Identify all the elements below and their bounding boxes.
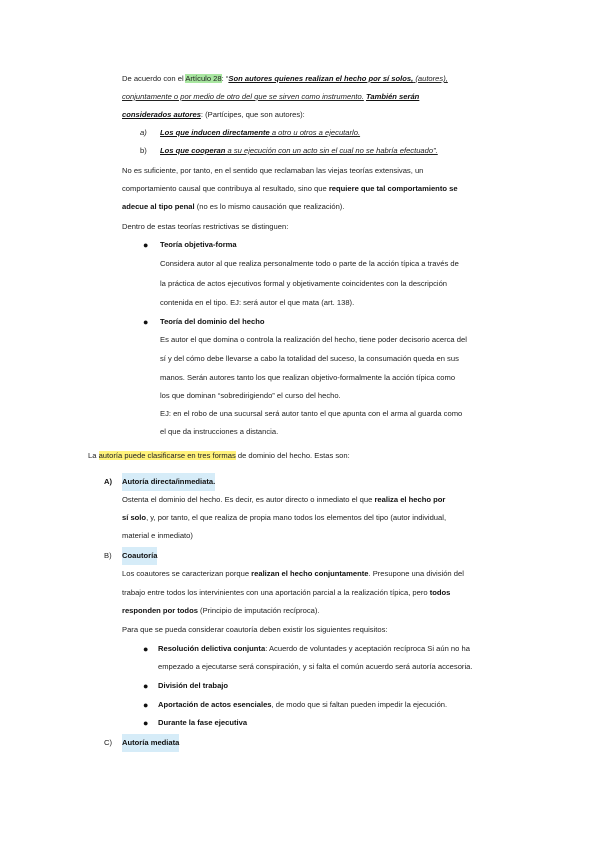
- quote-authors: Son autores quienes realizan el hecho por sí solos,: [228, 74, 414, 83]
- theory-title: Teoría objetiva-forma: [160, 240, 237, 249]
- text: todos: [429, 588, 451, 597]
- text: a su ejecución con un acto sin el cual no se habría efectuado”.: [225, 146, 438, 155]
- list-item: [140, 124, 147, 142]
- requirement-line: Durante la fase ejecutiva: [158, 718, 248, 727]
- text: sí solo: [122, 513, 147, 522]
- text: responden por todos: [122, 606, 198, 615]
- section-title: Autoría mediata: [122, 734, 179, 752]
- text: (autores),: [413, 74, 448, 83]
- bullet-icon: ●: [143, 317, 149, 327]
- requirement-line: [158, 640, 470, 658]
- bullet-icon: ●: [143, 718, 149, 728]
- paragraph-line: [122, 491, 445, 509]
- paragraph-line: sí y del cómo debe llevarse a cabo la totalidad del suceso, la consumación queda en sus: [160, 354, 459, 363]
- paragraph-line: [122, 162, 423, 180]
- text: comportamiento causal que contribuya al resultado, sino que: [122, 184, 329, 193]
- paragraph-line: el que da instrucciones a distancia.: [160, 427, 279, 436]
- classification-highlight: autoría puede clasificarse en tres formas: [98, 451, 236, 460]
- text: a otro u otros a ejecutarlo.: [269, 128, 361, 137]
- list-item: [140, 142, 147, 160]
- paragraph-line: [122, 584, 450, 602]
- text: Los que cooperan: [160, 146, 226, 155]
- list-label: a): [140, 128, 147, 137]
- section-label: B): [104, 551, 112, 560]
- paragraph-line: [122, 602, 320, 620]
- paragraph-line: la práctica de actos ejecutivos formal y objetivamente coincidentes con la descripción: [160, 279, 448, 288]
- paragraph-line: Dentro de estas teorías restrictivas se distinguen:: [122, 222, 289, 231]
- text: Resolución delictiva conjunta: [158, 644, 266, 653]
- paragraph-line: [122, 509, 446, 527]
- paragraph-line: Para que se pueda considerar coautoría deben existir los siguientes requisitos:: [122, 625, 388, 634]
- section-title: Coautoría: [122, 547, 157, 565]
- list-item-text: [160, 124, 360, 142]
- text: Ostenta el dominio del hecho. Es decir, es autor directo o inmediato el que: [122, 495, 375, 504]
- text: De acuerdo con el: [122, 74, 186, 83]
- text: Los coautores se caracterizan porque: [122, 569, 252, 578]
- paragraph-line: EJ: en el robo de una sucursal será autor tanto el que apunta con el arma al guarda como: [160, 409, 463, 418]
- text: . Presupone una división del: [368, 569, 464, 578]
- paragraph-line: los que dominan “sobredirigiendo” el curso del hecho.: [160, 391, 341, 400]
- paragraph-line: Considera autor al que realiza personalmente todo o parte de la acción típica a través de: [160, 259, 459, 268]
- text: adecue al tipo penal: [122, 202, 195, 211]
- text: No es suficiente, por tanto, en el sentido que reclamaban las viejas teorías extensivas, un: [122, 166, 424, 175]
- paragraph-line: [122, 565, 464, 583]
- paragraph-line: [122, 198, 344, 216]
- article-28-line-1: [122, 70, 448, 88]
- section-label: A): [104, 477, 113, 486]
- text: (no es lo mismo causación que realización).: [194, 202, 345, 211]
- section-label: C): [104, 738, 113, 747]
- text: conjuntamente o por medio de otro del que se sirven como instrumento.: [122, 92, 364, 101]
- quote-also: También serán: [366, 92, 420, 101]
- bullet-icon: ●: [143, 240, 149, 250]
- article-28-highlight: Artículo 28: [185, 74, 222, 83]
- article-28-line-2: [122, 88, 419, 106]
- bullet-icon: ●: [143, 644, 149, 654]
- paragraph-line: contenida en el tipo. EJ: será autor el que mata (art. 138).: [160, 298, 355, 307]
- text: , de modo que si faltan pueden impedir la ejecución.: [271, 700, 448, 709]
- text: Aportación de actos esenciales: [158, 700, 272, 709]
- text: trabajo entre todos los intervinientes con una aportación parcial a la realización típica, pero: [122, 588, 430, 597]
- section-title: Autoría directa/inmediata.: [122, 473, 215, 491]
- text: : Acuerdo de voluntades y aceptación recíproca Si aún no ha: [265, 644, 470, 653]
- text: : (Partícipes, que son autores):: [200, 110, 305, 119]
- requirement-line: empezado a ejecutarse será conspiración, y si falta el común acuerdo será autoría accesoria.: [158, 662, 473, 671]
- text: , y, por tanto, el que realiza de propia mano todos los elementos del tipo (autor individual,: [146, 513, 447, 522]
- text: Los que inducen directamente: [160, 128, 270, 137]
- paragraph-line: material e inmediato): [122, 531, 193, 540]
- text: requiere que tal comportamiento se: [328, 184, 458, 193]
- list-label: b): [140, 146, 147, 155]
- paragraph-line: Es autor el que domina o controla la realización del hecho, tiene poder decisorio acerca del: [160, 335, 467, 344]
- text: (Principio de imputación recíproca).: [197, 606, 320, 615]
- classification-line: [88, 447, 350, 465]
- text: realizan el hecho conjuntamente: [251, 569, 369, 578]
- article-28-line-3: [122, 106, 305, 124]
- requirement-line: [158, 696, 447, 714]
- theory-title: Teoría del dominio del hecho: [160, 317, 265, 326]
- quote-considered: considerados autores: [122, 110, 201, 119]
- paragraph-line: manos. Serán autores tanto los que realizan objetivo-formalmente la acción típica como: [160, 373, 456, 382]
- requirement-line: División del trabajo: [158, 681, 229, 690]
- text: de dominio del hecho. Estas son:: [235, 451, 350, 460]
- bullet-icon: ●: [143, 700, 149, 710]
- text: La: [88, 451, 99, 460]
- bullet-icon: ●: [143, 681, 149, 691]
- list-item-text: [160, 142, 438, 160]
- text: : “: [221, 74, 229, 83]
- text: realiza el hecho por: [374, 495, 446, 504]
- paragraph-line: [122, 180, 458, 198]
